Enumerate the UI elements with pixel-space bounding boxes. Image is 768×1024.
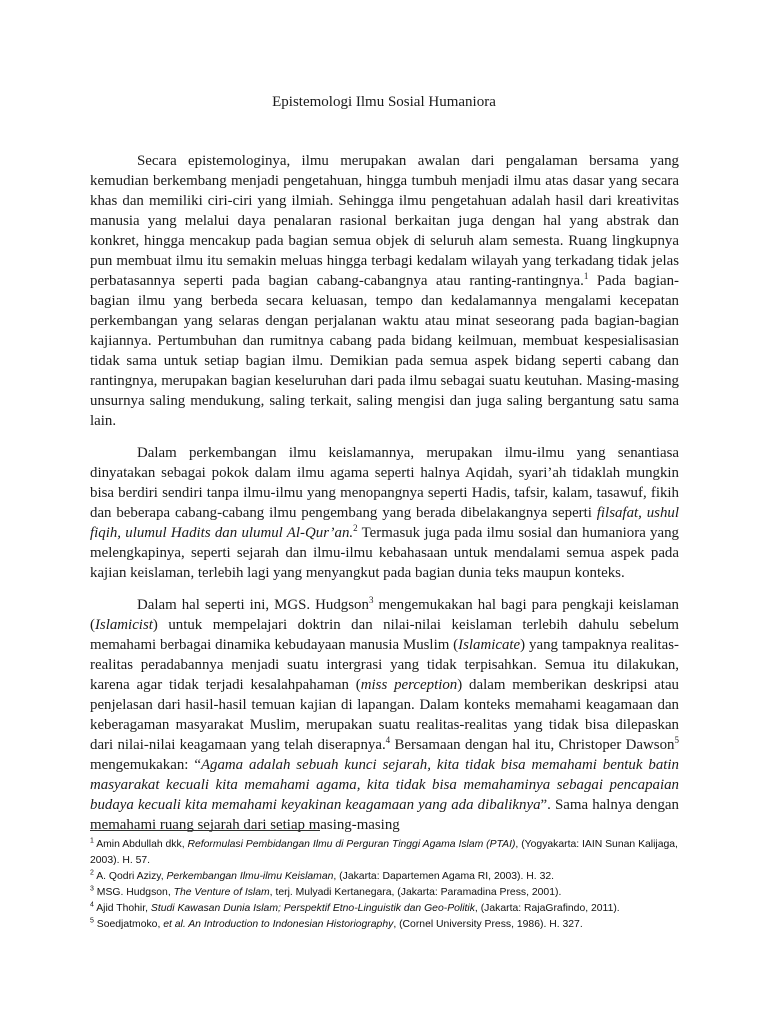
italic-text: Reformulasi Pembidangan Ilmu di Perguran Tinggi Agama Islam (PTAI) <box>187 839 516 850</box>
italic-text: filsafat, ushul fiqih, ulumul Hadits dan ulumul Al-Qur’an <box>90 505 680 541</box>
paragraph <box>90 443 679 583</box>
italic-text: Perkembangan Ilmu-ilmu Keislaman <box>166 871 334 882</box>
text-run: mengemukakan: “ <box>90 757 201 773</box>
text-run: ) dalam memberikan deskripsi atau penjelasan dari hasil-hasil temuan kajian di lapangan. Dalam konteks memahami keagamaan dan keberagaman masyarakat Muslim, merupakan suatu realitas-realitas yang tidak bisa dilepaskan dari nilai-nilai keagamaan yang telah diserapnya. <box>90 677 680 753</box>
text-run: , terj. Mulyadi Kertanegara, (Jakarta: Paramadina Press, 2001). <box>269 887 562 898</box>
footnote <box>90 837 690 869</box>
italic-text: Agama adalah sebuah kunci sejarah, kita tidak bisa memahami bentuk batin masyarakat kecuali kita memahami agama, kita tidak bisa memahaminya sebagai pencapaian budaya kecuali kita memahami keyakinan keagamaan yang ada dibaliknya <box>90 757 679 813</box>
text-run: Termasuk juga pada ilmu sosial dan humaniora yang melengkapinya, seperti sejarah dan ilmu-ilmu kebahasaan untuk mendalami semua aspek pada kajian keislaman, terlebih lagi yang menyangkut pada bagian dunia teks maupun konteks. <box>90 525 680 581</box>
text-run: Bersamaan dengan hal itu, Christoper Dawson <box>390 737 675 753</box>
footnote <box>90 901 690 917</box>
italic-text: The Venture of Islam <box>173 887 270 898</box>
footnote-ref: 2 <box>90 869 94 877</box>
text-run: , (Yogyakarta: IAIN Sunan Kalijaga, 2003). H. 57. <box>90 839 678 866</box>
footnote-ref: 4 <box>385 735 391 746</box>
footnote-ref: 5 <box>90 917 94 925</box>
text-run: MSG. Hudgson, <box>93 887 174 898</box>
text-run: , (Cornel University Press, 1986). H. 327. <box>393 919 583 930</box>
italic-text: miss perception <box>360 677 458 693</box>
text-run: mengemukakan hal bagi para pengkaji keislaman ( <box>90 597 679 633</box>
text-run: ”. Sama halnya dengan memahami ruang sejarah dari setiap masing-masing <box>90 797 679 833</box>
text-run: Secara epistemologinya, ilmu merupakan awalan dari pengalaman bersama yang kemudian berkembang menjadi pengetahuan, hingga tumbuh menjadi ilmu atas dasar yang secara khas dan memiliki ciri-ciri yang ilmiah. Sehingga ilmu pengetahuan adalah hasil dari kreativitas manusia yang melalui daya penalaran rasional berkaitan juga dengan hal yang abstrak dan konkret, hingga mencakup pada bagian semua objek di seluruh alam semesta. Ruang lingkupnya pun membuat ilmu itu semakin meluas hingga terbagi kedalam wilayah yang terkadang tidak jelas perbatasannya seperti pada bagian cabang-cabangnya atau ranting-rantingnya. <box>90 153 679 289</box>
paragraph <box>90 151 679 431</box>
text-run: Soedjatmoko, <box>93 919 164 930</box>
text-run: , (Jakarta: Dapartemen Agama RI, 2003). H. 32. <box>333 871 555 882</box>
footnote <box>90 869 690 885</box>
text-run: Pada bagian-bagian ilmu yang berbeda secara keluasan, tempo dan kedalamannya mengalami kecepatan perkembangan yang selaras dengan perjalanan waktu atau minat seseorang pada bagian-bagian kajiannya. Pertumbuhan dan rumitnya cabang pada bidang keilmuan, membuat kespesialisasian tidak sama untuk setiap bagian ilmu. Demikian pada semua aspek bidang seperti cabang dan rantingnya, merupakan bagian keseluruhan dari pada ilmu sebagai suatu keutuhan. Masing-masing unsurnya saling mendukung, saling terkait, saling mengisi dan juga saling bergantung satu sama lain. <box>90 273 679 429</box>
footnotes <box>90 837 690 933</box>
footnote <box>90 885 690 901</box>
italic-text: et al. An Introduction to Indonesian Historiography <box>163 919 394 930</box>
footnote <box>90 917 690 933</box>
footnote-ref: 1 <box>583 271 589 282</box>
text-run: Dalam hal seperti ini, MGS. Hudgson <box>137 597 369 613</box>
text-run: ) yang tampaknya realitas-realitas peradabannya menjadi suatu intergrasi yang tidak terpisahkan. Semua itu dilakukan, karena agar tidak terjadi kesalahpahaman ( <box>90 637 679 693</box>
italic-text: Studi Kawasan Dunia Islam; Perspektif Etno-Linguistik dan Geo-Politik <box>150 903 475 914</box>
footnote-ref: 3 <box>90 885 94 893</box>
text-run: A. Qodri Azizy, <box>93 871 167 882</box>
italic-text: . <box>349 525 354 541</box>
paragraph <box>90 595 679 835</box>
text-run: Ajid Thohir, <box>93 903 151 914</box>
footnote-ref: 1 <box>90 837 94 845</box>
body-text <box>90 151 679 835</box>
footnote-divider <box>90 830 320 831</box>
text-run: Amin Abdullah dkk, <box>93 839 188 850</box>
text-run: ) untuk mempelajari doktrin dan nilai-nilai keislaman terlebih dahulu sebelum memahami berbagai dinamika kebudayaan manusia Muslim ( <box>90 617 679 653</box>
italic-text: Islamicist <box>94 617 153 633</box>
footnote-ref: 5 <box>674 735 679 746</box>
footnote-ref: 3 <box>368 595 374 606</box>
italic-text: Islamicate <box>458 637 521 653</box>
page-title: Epistemologi Ilmu Sosial Humaniora <box>272 94 496 110</box>
text-run: , (Jakarta: RajaGrafindo, 2011). <box>474 903 620 914</box>
text-run: Dalam perkembangan ilmu keislamannya, merupakan ilmu-ilmu yang senantiasa dinyatakan sebagai pokok dalam ilmu agama seperti halnya Aqidah, syari’ah tidaklah mungkin bisa berdiri sendiri tanpa ilmu-ilmu yang menopangnya seperti Hadis, tafsir, kalam, tasawuf, fikih dan beberapa cabang-cabang ilmu pengembang yang berada dibelakangnya seperti <box>90 445 679 521</box>
footnote-ref: 2 <box>353 523 358 534</box>
footnote-ref: 4 <box>90 901 94 909</box>
